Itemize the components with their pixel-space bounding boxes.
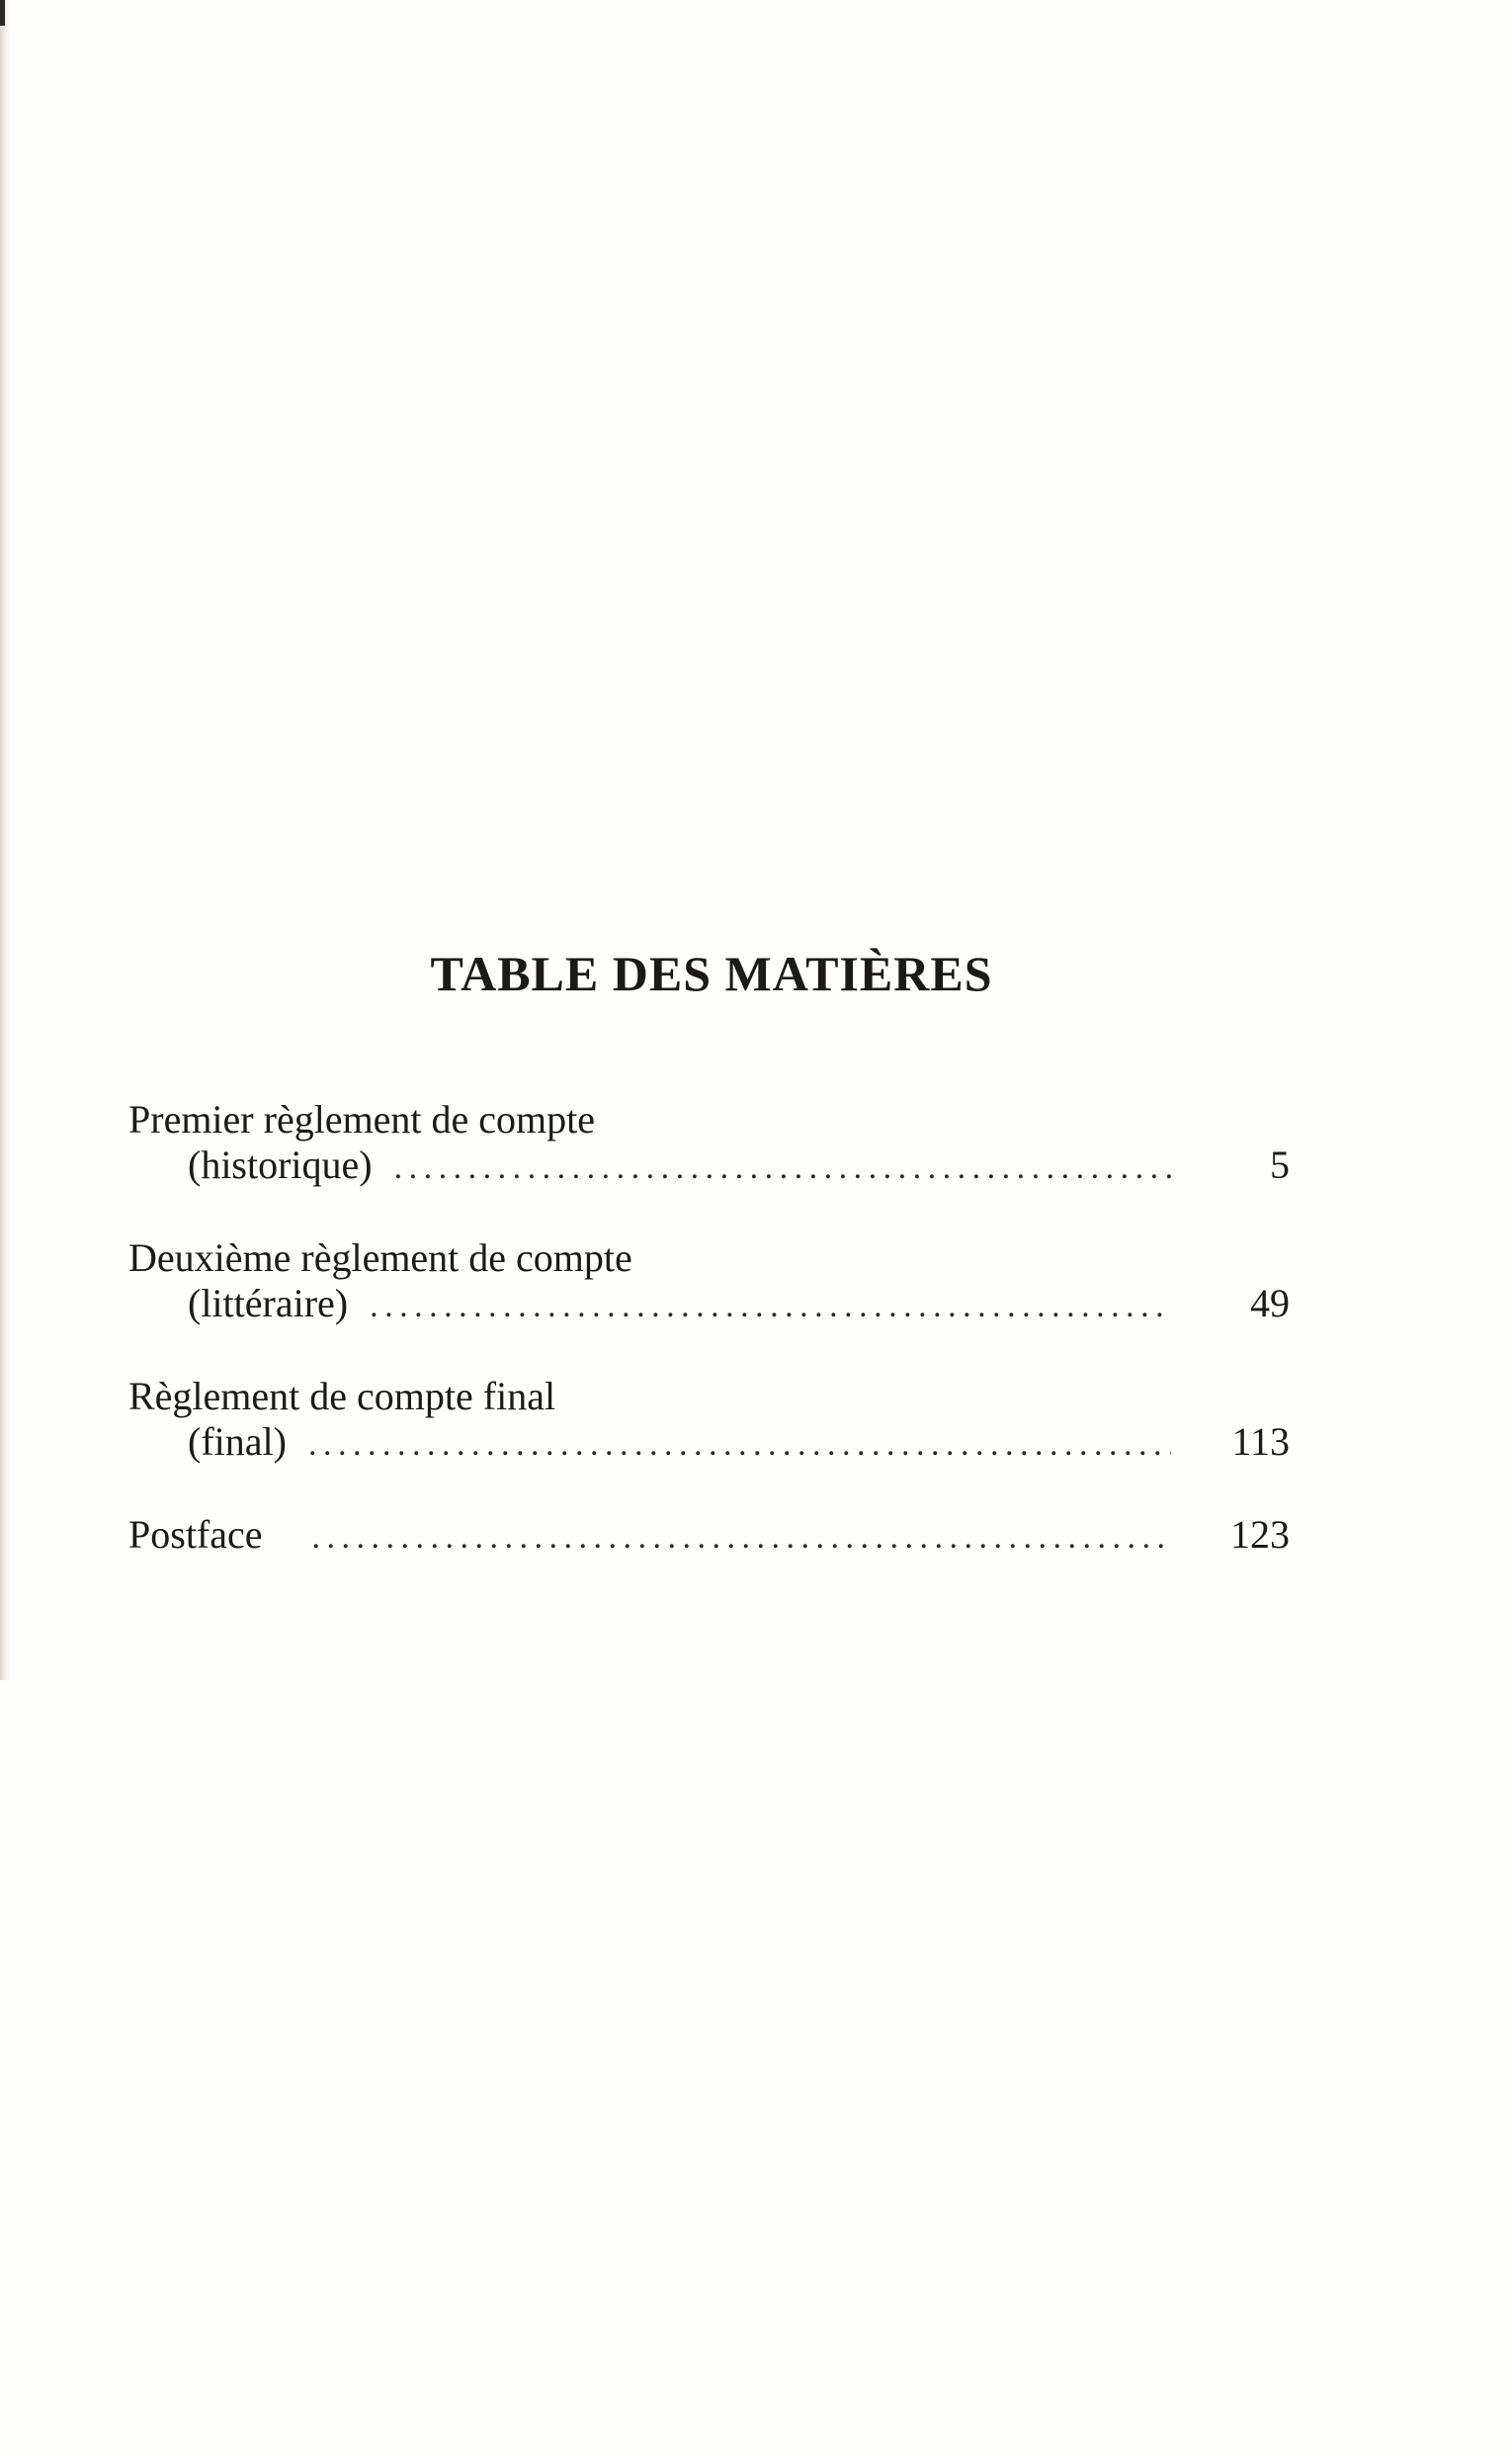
table-of-contents: [128, 1097, 1290, 1605]
toc-page-number: 49: [1250, 1281, 1290, 1325]
toc-entry-subtitle: (historique): [188, 1143, 373, 1187]
page-title: TABLE DES MATIÈRES: [430, 946, 993, 1001]
toc-entry-title: Règlement de compte final: [128, 1374, 556, 1418]
toc-entry-line: [128, 1281, 1290, 1329]
toc-entry-subtitle: (littéraire): [188, 1281, 349, 1325]
dot-leader: [370, 1284, 1171, 1329]
dot-leader: [312, 1515, 1171, 1561]
toc-entry-title: Premier règlement de compte: [128, 1097, 596, 1142]
toc-entry-1: [128, 1097, 1290, 1191]
toc-entry-line: [128, 1512, 1290, 1561]
toc-entry-line: [128, 1143, 1290, 1191]
toc-entry-3: [128, 1374, 1290, 1468]
toc-entry-2: [128, 1235, 1290, 1329]
scan-corner-mark: [0, 0, 5, 26]
toc-page-number: 123: [1230, 1512, 1290, 1557]
toc-entry-title: Deuxième règlement de compte: [128, 1235, 632, 1280]
toc-page-number: 113: [1231, 1419, 1290, 1464]
toc-entry-subtitle: (final): [188, 1419, 287, 1464]
toc-entry-4: [128, 1512, 1290, 1561]
dot-leader: [394, 1145, 1171, 1191]
toc-entry-line: [128, 1419, 1290, 1468]
toc-entry-title: Postface: [128, 1512, 263, 1557]
scan-edge-shadow: [0, 0, 10, 1680]
dot-leader: [308, 1422, 1171, 1468]
toc-page-number: 5: [1270, 1143, 1290, 1187]
